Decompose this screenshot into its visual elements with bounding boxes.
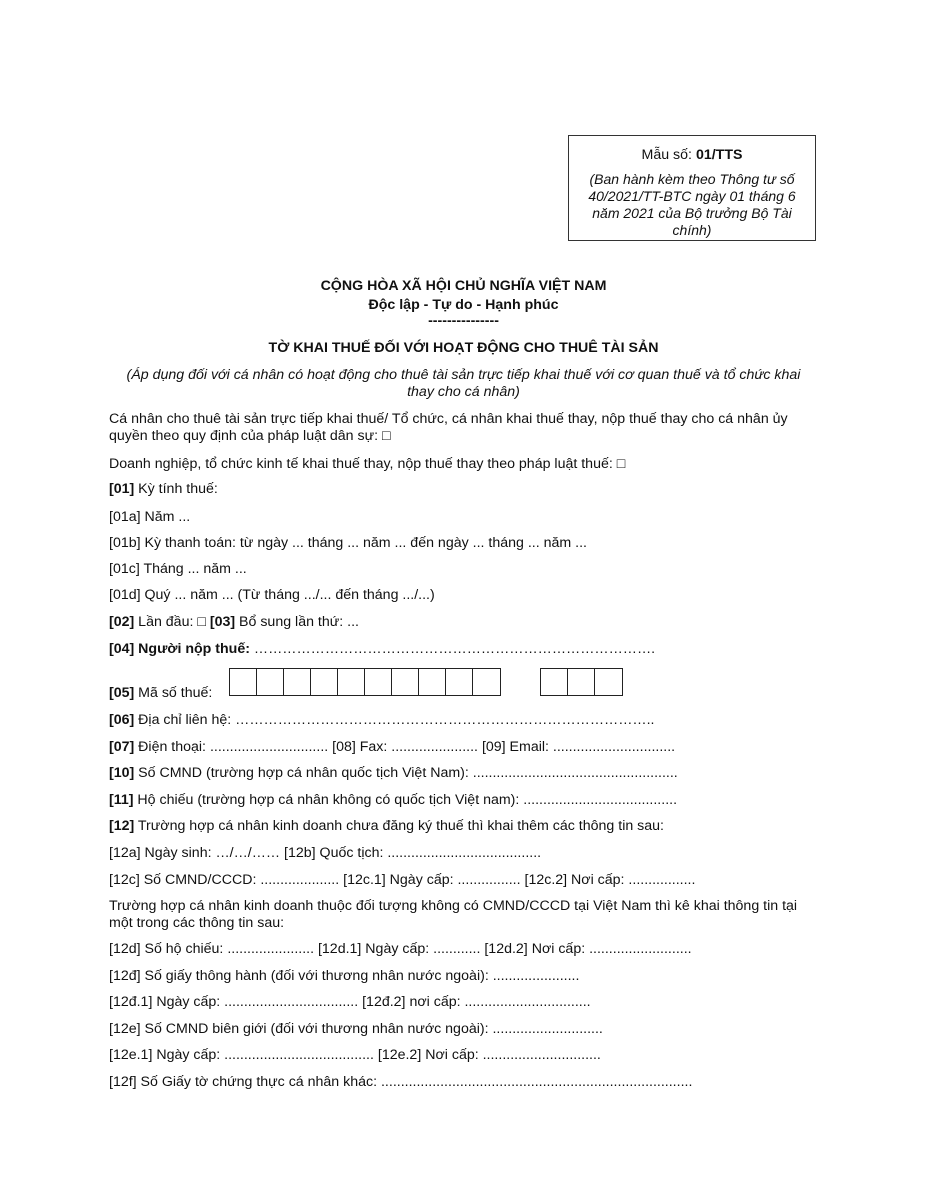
field-03-code: [03] xyxy=(209,614,236,630)
field-07-code: [07] xyxy=(109,739,135,755)
tax-code-boxes-branch[interactable] xyxy=(540,668,623,696)
form-number-code: 01/TTS xyxy=(695,147,743,163)
form-number-box xyxy=(568,135,816,241)
field-01b[interactable]: [01b] Kỳ thanh toán: từ ngày ... tháng ... năm ... đến ngày ... tháng ... năm ... xyxy=(109,535,587,551)
tax-code-boxes-main[interactable] xyxy=(229,668,501,696)
field-12-note: Trường hợp cá nhân kinh doanh thuộc đối tượng không có CMND/CCCD tại Việt Nam thì kê khai thông tin tại một trong các thông tin sau: xyxy=(109,898,798,931)
field-12a[interactable]: [12a] Ngày sinh: …/…/…… [12b] Quốc tịch: ....................................... xyxy=(109,845,542,861)
field-01 xyxy=(109,481,218,497)
field-10-label: Số CMND (trường hợp cá nhân quốc tịch Việt Nam): .................................................... xyxy=(134,765,678,781)
field-05-label: Mã số thuế: xyxy=(134,685,213,701)
tax-code-branch-digit[interactable] xyxy=(568,669,595,695)
field-06-code: [06] xyxy=(109,712,135,728)
field-05-code: [05] xyxy=(109,685,135,701)
tax-code-digit[interactable] xyxy=(338,669,365,695)
field-11[interactable] xyxy=(109,792,677,808)
field-12f[interactable]: [12f] Số Giấy tờ chứng thực cá nhân khác: ............................................................................... xyxy=(109,1074,693,1090)
form-issuance-note: (Ban hành kèm theo Thông tư số 40/2021/TT-BTC ngày 01 tháng 6 năm 2021 của Bộ trưởng Bộ Tài chính) xyxy=(588,171,796,238)
field-12-code: [12] xyxy=(109,818,135,834)
field-12c[interactable]: [12c] Số CMND/CCCD: .................... [12c.1] Ngày cấp: ................ [12c.2] Nơi cấp: ................. xyxy=(109,872,696,888)
tax-code-digit[interactable] xyxy=(419,669,446,695)
field-01-code: [01] xyxy=(109,481,135,497)
field-01-label: Kỳ tính thuế: xyxy=(134,481,218,497)
field-11-code: [11] xyxy=(109,792,134,808)
tax-code-digit[interactable] xyxy=(365,669,392,695)
field-01a[interactable]: [01a] Năm ... xyxy=(109,509,191,525)
field-04-label: [04] Người nộp thuế: xyxy=(109,641,250,657)
field-10-code: [10] xyxy=(109,765,135,781)
tax-code-branch-digit[interactable] xyxy=(541,669,568,695)
tax-code-digit[interactable] xyxy=(284,669,311,695)
tax-code-digit[interactable] xyxy=(257,669,284,695)
field-12e1[interactable]: [12e.1] Ngày cấp: ...................................... [12e.2] Nơi cấp: .............................. xyxy=(109,1047,601,1063)
tax-code-digit[interactable] xyxy=(230,669,257,695)
form-number xyxy=(569,147,815,163)
field-01d[interactable]: [01d] Quý ... năm ... (Từ tháng .../... đến tháng .../...) xyxy=(109,587,435,603)
field-07-label: Điện thoại: .............................. [08] Fax: ...................... [09] Email: ............................... xyxy=(134,739,676,755)
field-04-taxpayer[interactable] xyxy=(109,641,655,657)
field-11-label: Hộ chiếu (trường hợp cá nhân không có quốc tịch Việt nam): ....................................... xyxy=(133,792,678,808)
field-12dd1[interactable]: [12đ.1] Ngày cấp: .................................. [12đ.2] nơi cấp: ................................ xyxy=(109,994,591,1010)
country-name: CỘNG HÒA XÃ HỘI CHỦ NGHĨA VIỆT NAM xyxy=(320,278,607,294)
field-04-dots: …………………………………………………………………………. xyxy=(249,641,656,657)
field-06[interactable] xyxy=(109,712,655,728)
field-02-03[interactable] xyxy=(109,614,359,630)
field-12dd[interactable]: [12đ] Số giấy thông hành (đối với thương nhân nước ngoài): ...................... xyxy=(109,968,580,984)
form-number-label: Mẫu số: xyxy=(641,147,696,163)
field-12-label: Trường hợp cá nhân kinh doanh chưa đăng ký thuế thì khai thêm các thông tin sau: xyxy=(134,818,664,834)
field-07[interactable] xyxy=(109,739,675,755)
field-10[interactable] xyxy=(109,765,678,781)
field-06-label: Địa chỉ liên hệ: …………………………………………………………………………….. xyxy=(134,712,655,728)
field-02-label: Lần đầu: □ xyxy=(134,614,210,630)
national-motto: Độc lập - Tự do - Hạnh phúc xyxy=(368,297,559,313)
field-05 xyxy=(109,685,212,701)
tax-code-digit[interactable] xyxy=(311,669,338,695)
header-separator: --------------- xyxy=(428,313,499,329)
checkbox-enterprise[interactable]: Doanh nghiệp, tổ chức kinh tế khai thuế thay, nộp thuế thay theo pháp luật thuế: □ xyxy=(109,456,626,472)
field-03-label: Bổ sung lần thứ: ... xyxy=(235,614,359,630)
tax-code-digit[interactable] xyxy=(473,669,500,695)
field-12e[interactable]: [12e] Số CMND biên giới (đối với thương nhân nước ngoài): ............................ xyxy=(109,1021,603,1037)
field-02-code: [02] xyxy=(109,614,135,630)
tax-code-digit[interactable] xyxy=(392,669,419,695)
form-subtitle: (Áp dụng đối với cá nhân có hoạt động cho thuê tài sản trực tiếp khai thuế với cơ quan thuế và tổ chức khai thay cho cá nhân) xyxy=(126,367,801,400)
tax-code-digit[interactable] xyxy=(446,669,473,695)
tax-code-branch-digit[interactable] xyxy=(595,669,622,695)
form-title: TỜ KHAI THUẾ ĐỐI VỚI HOẠT ĐỘNG CHO THUÊ TÀI SẢN xyxy=(268,340,659,356)
checkbox-individual[interactable]: Cá nhân cho thuê tài sản trực tiếp khai thuế/ Tổ chức, cá nhân khai thuế thay, nộp thuế thay cho cá nhân ủy quyền theo quy định của pháp luật dân sự: □ xyxy=(109,411,788,444)
field-12 xyxy=(109,818,664,834)
field-01c[interactable]: [01c] Tháng ... năm ... xyxy=(109,561,247,577)
field-12d[interactable]: [12d] Số hộ chiếu: ...................... [12d.1] Ngày cấp: ............ [12d.2] Nơi cấp: .......................... xyxy=(109,941,692,957)
